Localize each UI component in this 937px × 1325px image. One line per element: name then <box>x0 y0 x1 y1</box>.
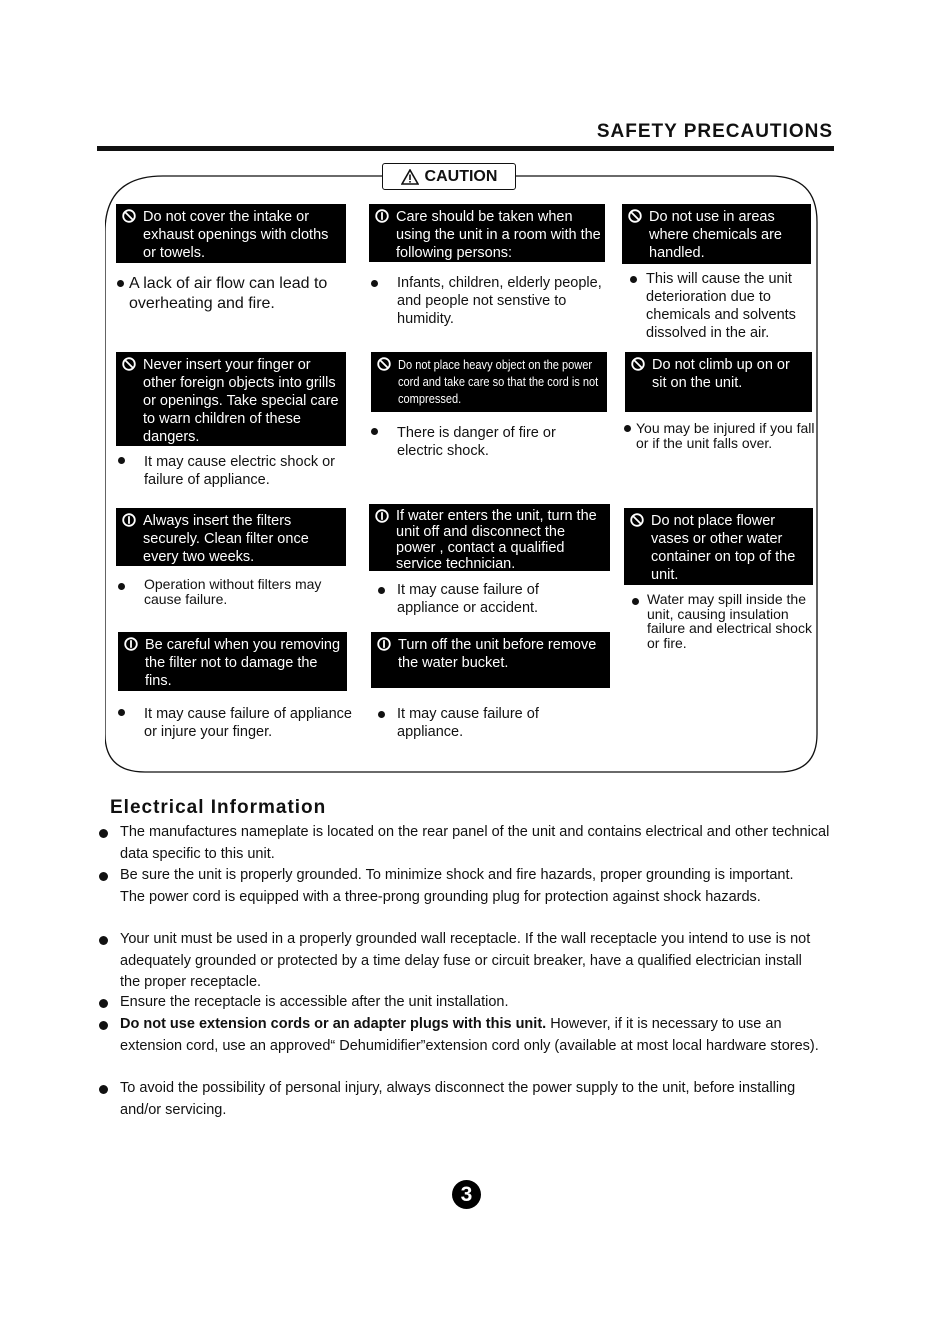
caution-label <box>382 163 516 190</box>
warning-note: It may cause failure of appliance or injure your finger. <box>116 705 366 741</box>
mandatory-icon <box>375 209 389 223</box>
bullet <box>99 936 108 945</box>
warning-box-water-enters: If water enters the unit, turn the unit off and disconnect the power , contact a qualified service technician. <box>369 504 610 571</box>
warning-box-persons: Care should be taken when using the unit in a room with the following persons: <box>369 204 605 262</box>
warning-box-flower-vases: Do not place flower vases or other water container on top of the unit. <box>624 508 813 585</box>
prohibition-icon <box>122 209 136 223</box>
electrical-item: Be sure the unit is properly grounded. To minimize shock and fire hazards, proper grounding is important. The power cord is equipped with a three-prong grounding plug for protection against shock hazards. <box>120 867 794 905</box>
electrical-item: The manufactures nameplate is located on the rear panel of the unit and contains electrical and other technical data specific to this unit. <box>120 824 830 862</box>
warning-box-finger: Never insert your finger or other foreign objects into grills or openings. Take special care to warn children of these dangers. <box>116 352 346 446</box>
warning-note: Operation without filters may cause failure. <box>116 577 346 607</box>
caution-text: CAUTION <box>424 167 498 185</box>
warning-note: There is danger of fire or electric shock. <box>369 424 599 460</box>
prohibition-icon <box>377 357 391 371</box>
electrical-item-extension: Do not use extension cords or an adapter plugs with this unit. However, if it is necessary to use an extension cord, use an approved“ Dehumidifier”extension cord only (available at most local hardware stores). <box>120 1016 819 1054</box>
warning-note: A lack of air flow can lead to overheating and fire. <box>116 274 346 314</box>
page-number: 3 <box>452 1180 481 1209</box>
warning-box-power-cord: Do not place heavy object on the power cord and take care so that the cord is not compressed. <box>371 352 607 412</box>
page-title: SAFETY PRECAUTIONS <box>596 121 833 142</box>
bullet <box>99 872 108 881</box>
warning-note: You may be injured if you fall or if the unit falls over. <box>622 421 822 451</box>
mandatory-icon <box>122 513 136 527</box>
warning-note: Water may spill inside the unit, causing insulation failure and electrical shock or fire. <box>628 592 823 650</box>
warning-box-chemicals: Do not use in areas where chemicals are handled. <box>622 204 811 264</box>
prohibition-icon <box>630 513 644 527</box>
bullet <box>99 1021 108 1030</box>
header-rule <box>97 146 834 151</box>
bullet <box>99 999 108 1008</box>
electrical-item: Your unit must be used in a properly grounded wall receptacle. If the wall receptacle you intend to use is not adequately grounded or protected by a time delay fuse or circuit breaker, have a qualified electrician install the proper receptacle. <box>120 931 811 990</box>
warning-box-water-bucket: Turn off the unit before remove the water bucket. <box>371 632 610 688</box>
warning-note: Infants, children, elderly people, and people not senstive to humidity. <box>369 274 614 328</box>
section-title: Electrical Information <box>110 797 327 818</box>
warning-triangle-icon <box>401 169 419 185</box>
warning-note: It may cause electric shock or failure of appliance. <box>116 453 346 489</box>
prohibition-icon <box>631 357 645 371</box>
warning-note: It may cause failure of appliance. <box>369 705 599 741</box>
warning-note: It may cause failure of appliance or accident. <box>369 581 599 617</box>
bullet <box>99 829 108 838</box>
mandatory-icon <box>377 637 391 651</box>
warning-note: This will cause the unit deterioration due to chemicals and solvents dissolved in the air. <box>628 270 818 342</box>
electrical-item: To avoid the possibility of personal injury, always disconnect the power supply to the unit, before installing and/or servicing. <box>120 1080 796 1118</box>
warning-box-cover-openings: Do not cover the intake or exhaust openings with cloths or towels. <box>116 204 346 263</box>
mandatory-icon <box>124 637 138 651</box>
electrical-item: Ensure the receptacle is accessible after the unit installation. <box>120 994 509 1010</box>
prohibition-icon <box>628 209 642 223</box>
bullet <box>99 1085 108 1094</box>
prohibition-icon <box>122 357 136 371</box>
warning-box-climb: Do not climb up on or sit on the unit. <box>625 352 812 412</box>
warning-box-fins: Be careful when you removing the filter not to damage the fins. <box>118 632 347 691</box>
warning-box-filters: Always insert the filters securely. Clean filter once every two weeks. <box>116 508 346 566</box>
mandatory-icon <box>375 509 389 523</box>
